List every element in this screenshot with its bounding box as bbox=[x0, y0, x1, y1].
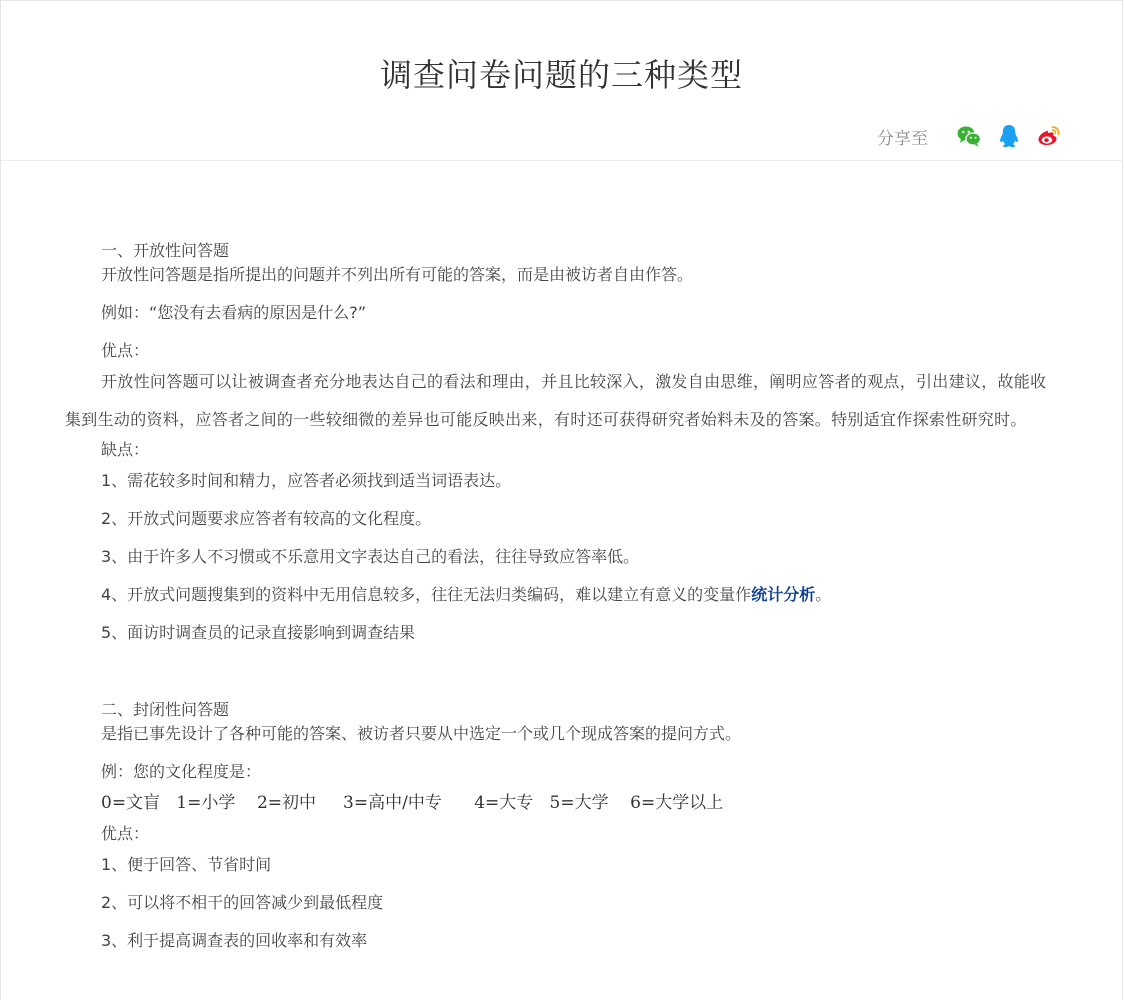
open-definition: 开放性问答题是指所提出的问题并不列出所有可能的答案，而是由被访者自由作答。 bbox=[101, 265, 694, 284]
cons4-prefix: 4、开放式问题搜集到的资料中无用信息较多，往往无法归类编码，难以建立有意义的变量作 bbox=[101, 585, 752, 604]
closed-pros-item: 3、利于提高调查表的回收率和有效率 bbox=[101, 931, 368, 950]
share-bar bbox=[877, 121, 1062, 151]
wechat-icon[interactable] bbox=[956, 123, 982, 149]
closed-pros-item: 1、便于回答、节省时间 bbox=[101, 855, 272, 874]
qq-icon[interactable] bbox=[996, 123, 1022, 149]
open-pros-text: 开放性问答题可以让被调查者充分地表达自己的看法和理由，并且比较深入，激发自由思维，阐明应答者的观点，引出建议，故能收集到生动的资料，应答者之间的一些较细微的差异也可能反映出来，有时还可获得研究者始料未及的答案。特别适宜作探索性研究时。 bbox=[65, 372, 1047, 429]
statistical-analysis-link[interactable]: 统计分析 bbox=[751, 585, 816, 604]
section-heading-closed: 二、封闭性问答题 bbox=[101, 700, 230, 719]
share-label: 分享至 bbox=[877, 128, 928, 149]
open-cons-item: 5、面访时调查员的记录直接影响到调查结果 bbox=[101, 623, 416, 642]
open-example: 例如：“您没有去看病的原因是什么?” bbox=[101, 303, 367, 322]
section-heading-open: 一、开放性问答题 bbox=[101, 241, 230, 260]
closed-pros-label: 优点： bbox=[101, 824, 150, 843]
open-pros-label: 优点： bbox=[101, 341, 150, 360]
closed-pros-item: 2、可以将不相干的回答减少到最低程度 bbox=[101, 893, 384, 912]
open-cons-item: 1、需花较多时间和精力，应答者必须找到适当词语表达。 bbox=[101, 471, 512, 490]
open-cons-item: 3、由于许多人不习惯或不乐意用文字表达自己的看法，往往导致应答率低。 bbox=[101, 547, 640, 566]
closed-definition: 是指已事先设计了各种可能的答案、被访者只要从中选定一个或几个现成答案的提问方式。 bbox=[101, 724, 742, 743]
closed-example: 例：您的文化程度是： bbox=[101, 762, 262, 781]
weibo-icon[interactable] bbox=[1036, 123, 1062, 149]
article-title: 调查问卷问题的三种类型 bbox=[379, 56, 743, 94]
article-body bbox=[65, 239, 1052, 960]
article-header bbox=[1, 1, 1122, 161]
cons4-suffix: 。 bbox=[815, 585, 832, 604]
education-levels: 0=文盲 1=小学 2=初中 3=高中/中专 4=大专 5=大学 6=大学以上 bbox=[101, 793, 724, 813]
open-cons-item: 2、开放式问题要求应答者有较高的文化程度。 bbox=[101, 509, 432, 528]
open-cons-label: 缺点： bbox=[101, 440, 150, 459]
open-cons-item-4 bbox=[65, 576, 1052, 614]
